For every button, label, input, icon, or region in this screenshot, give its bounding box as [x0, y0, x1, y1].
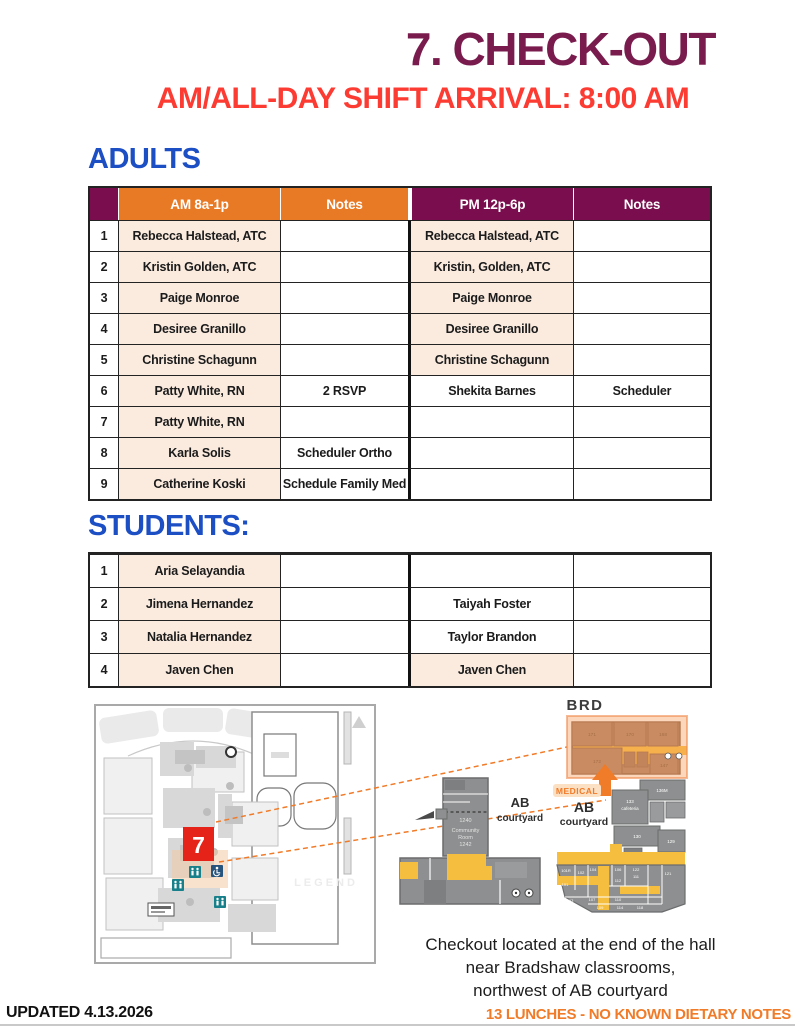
cell-am-name: Desiree Granillo [118, 313, 280, 344]
cell-pm-name: Christine Schagunn [408, 344, 573, 375]
cell-pm-notes [573, 406, 710, 437]
cell-pm-name: Taylor Brandon [408, 620, 573, 653]
cell-pm-name: Desiree Granillo [408, 313, 573, 344]
cell-am-name: Catherine Koski [118, 468, 280, 499]
header-am-notes: Notes [280, 188, 408, 220]
row-number: 9 [90, 468, 118, 499]
adults-heading: ADULTS [88, 143, 201, 175]
room-number: 107 [588, 897, 596, 902]
cell-pm-notes [573, 251, 710, 282]
cell-pm-name: Paige Monroe [408, 282, 573, 313]
ab-courtyard-label: courtyard [559, 816, 609, 828]
row-number: 1 [90, 554, 118, 587]
cell-pm-notes [573, 282, 710, 313]
room-number: 136M [656, 788, 668, 793]
cell-am-notes: Schedule Family Med [280, 468, 408, 499]
brd-detail-plan [553, 697, 687, 912]
checkout-location-caption [398, 933, 743, 1002]
table-row [90, 653, 710, 686]
adults-header-row [90, 188, 710, 220]
ab-courtyard-label: AB [573, 799, 595, 815]
room-number: 129 [667, 839, 675, 844]
row-number: 2 [90, 587, 118, 620]
brd-label: BRD [566, 697, 604, 714]
ab-courtyard-label: courtyard [496, 813, 544, 824]
cell-pm-notes [573, 437, 710, 468]
room-number: 121 [664, 871, 672, 876]
cell-am-notes [280, 554, 408, 587]
site-map [95, 705, 375, 963]
table-row [90, 620, 710, 653]
table-row [90, 344, 710, 375]
cell-pm-notes: Scheduler [573, 375, 710, 406]
cell-am-name: Christine Schagunn [118, 344, 280, 375]
students-table [88, 552, 712, 688]
cell-pm-notes [573, 587, 710, 620]
cell-pm-name [408, 437, 573, 468]
cell-am-notes [280, 313, 408, 344]
cell-am-notes [280, 220, 408, 251]
table-row [90, 406, 710, 437]
lunches-note: 13 LUNCHES - NO KNOWN DIETARY NOTES [485, 1006, 791, 1023]
cell-am-name: Karla Solis [118, 437, 280, 468]
table-row [90, 282, 710, 313]
cell-am-name: Natalia Hernandez [118, 620, 280, 653]
room-number: 118 [636, 905, 644, 910]
cell-am-notes [280, 653, 408, 686]
cell-am-notes [280, 587, 408, 620]
cell-pm-name [408, 406, 573, 437]
table-row [90, 220, 710, 251]
table-row [90, 554, 710, 587]
cell-am-name: Kristin Golden, ATC [118, 251, 280, 282]
cell-am-notes [280, 406, 408, 437]
pointer-shape [415, 811, 434, 820]
room-number: 102 [577, 870, 585, 875]
adults-table [88, 186, 712, 501]
cell-pm-notes [573, 220, 710, 251]
station-7-marker-label: 7 [192, 832, 205, 858]
cell-am-notes [280, 251, 408, 282]
cell-am-notes: Scheduler Ortho [280, 437, 408, 468]
accessibility-icon [211, 865, 223, 877]
cell-am-name: Patty White, RN [118, 375, 280, 406]
cell-am-name: Javen Chen [118, 653, 280, 686]
table-row [90, 251, 710, 282]
cell-pm-name: Kristin, Golden, ATC [408, 251, 573, 282]
row-number: 8 [90, 437, 118, 468]
room-label: 1242 [459, 842, 472, 848]
room-number: 122 [632, 867, 640, 872]
room-number: 110 [614, 897, 622, 902]
table-row [90, 468, 710, 499]
restroom-icon [214, 896, 226, 908]
header-pm-notes: Notes [573, 188, 710, 220]
cell-pm-name: Javen Chen [408, 653, 573, 686]
caption-line: near Bradshaw classrooms, [465, 958, 676, 977]
cell-pm-notes [573, 620, 710, 653]
shift-arrival-subtitle: AM/ALL-DAY SHIFT ARRIVAL: 8:00 AM [156, 82, 690, 115]
cell-pm-notes [573, 468, 710, 499]
cell-pm-notes [573, 653, 710, 686]
cell-am-notes: 2 RSVP [280, 375, 408, 406]
row-number: 7 [90, 406, 118, 437]
cell-pm-name: Taiyah Foster [408, 587, 573, 620]
cell-pm-notes [573, 554, 710, 587]
row-number: 3 [90, 620, 118, 653]
room-number: 109 [596, 905, 604, 910]
ab-community-plan [400, 778, 543, 904]
cell-pm-name: Shekita Barnes [408, 375, 573, 406]
cell-am-name: Patty White, RN [118, 406, 280, 437]
caption-line: northwest of AB courtyard [473, 981, 668, 1000]
header-num-cell [90, 188, 118, 220]
cell-pm-notes [573, 313, 710, 344]
cell-pm-name [408, 554, 573, 587]
table-row [90, 375, 710, 406]
cell-am-notes [280, 344, 408, 375]
room-number: 114 [616, 905, 624, 910]
legend-label: LEGEND [294, 877, 358, 889]
row-number: 4 [90, 653, 118, 686]
map-sign-box [148, 903, 174, 916]
room-number: 104 [589, 867, 597, 872]
table-row [90, 437, 710, 468]
cell-am-name: Paige Monroe [118, 282, 280, 313]
room-number: cafeteria [621, 806, 639, 811]
table-row [90, 313, 710, 344]
room-label: 1240 [459, 818, 472, 824]
cell-am-name: Aria Selayandia [118, 554, 280, 587]
room-number: 101R [561, 868, 571, 873]
page-title: 7. CHECK-OUT [405, 23, 715, 75]
room-number: 101 [561, 882, 569, 887]
header-pm-shift: PM 12p-6p [408, 188, 573, 220]
row-number: 3 [90, 282, 118, 313]
students-heading: STUDENTS: [88, 510, 250, 542]
ab-courtyard-label: AB [510, 795, 530, 810]
row-number: 6 [90, 375, 118, 406]
bottom-divider [0, 1024, 795, 1026]
restroom-icon [189, 866, 201, 878]
room-number: 133 [626, 799, 634, 804]
restroom-icon [172, 879, 184, 891]
row-number: 4 [90, 313, 118, 344]
cell-am-notes [280, 282, 408, 313]
room-label: Room [458, 835, 473, 841]
updated-date: UPDATED 4.13.2026 [6, 1004, 153, 1021]
cell-am-notes [280, 620, 408, 653]
cell-pm-name [408, 468, 573, 499]
cell-am-name: Jimena Hernandez [118, 587, 280, 620]
room-number: 106 [614, 867, 622, 872]
table-row [90, 587, 710, 620]
brd-highlight-overlay [567, 716, 687, 778]
room-number: 111 [632, 874, 640, 879]
cell-am-name: Rebecca Halstead, ATC [118, 220, 280, 251]
room-number: 130 [633, 834, 641, 839]
cell-pm-name: Rebecca Halstead, ATC [408, 220, 573, 251]
room-label: Community [451, 828, 480, 834]
room-number: 103 [566, 898, 574, 903]
row-number: 5 [90, 344, 118, 375]
row-number: 2 [90, 251, 118, 282]
row-number: 1 [90, 220, 118, 251]
cell-pm-notes [573, 344, 710, 375]
header-am-shift: AM 8a-1p [118, 188, 280, 220]
medical-label: MEDICAL [555, 786, 599, 796]
caption-line: Checkout located at the end of the hall [425, 935, 716, 954]
room-number: 112 [614, 878, 622, 883]
